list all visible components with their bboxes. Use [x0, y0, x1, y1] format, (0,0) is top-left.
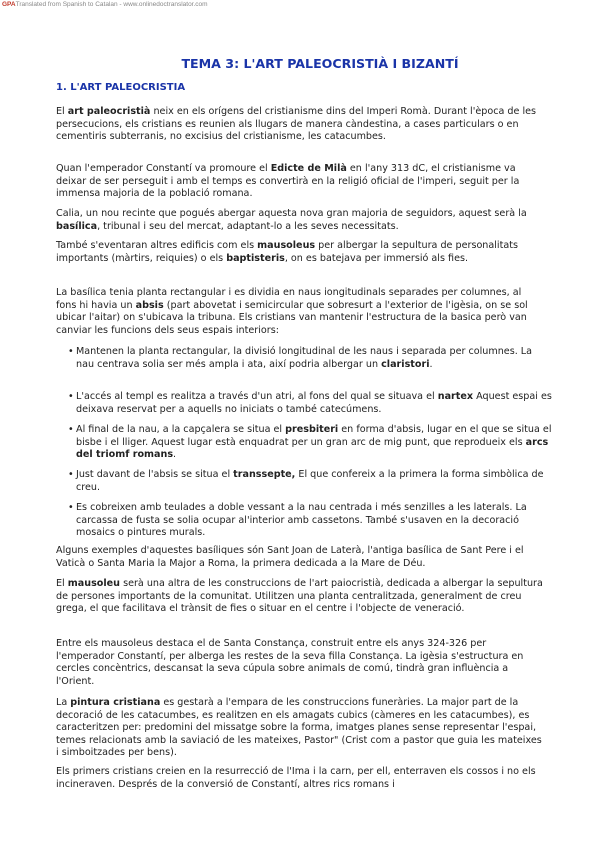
translator-logo: GPA	[2, 1, 16, 8]
paragraph-9: La pintura cristiana es gestarà a l'empara de les construccions funeràries. La major part de la decoració de les catacumbes, es realitzen en els amagats cubics (càmeres en les catacumbes), es caracteritzen per: predomini del missatge sobre la forma, imatges planes sense representar l'espai, temes relacionats amb la saviació de les mateixes, Pastor" (Crist com a pastor que guia les mateixes i simboitzades per bens).	[56, 697, 542, 759]
section-heading: 1. L'ART PALEOCRISTIA	[56, 82, 186, 93]
paragraph-10: Els primers cristians creien en la resurrecció de l'Ima i la carn, per ell, enterraven els cossos i no els incineraven. Després de la conversió de Constantí, altres rics romans i	[56, 766, 536, 790]
list-item-4: • Just davant de l'absis se situa el transsepte, El que confereix a la primera la forma simbòlica de creu.	[68, 469, 544, 493]
list-item-2: • L'accés al templ es realitza a través d'un atri, al fons del qual se situava el nartex Aquest espai es deixava reservat per a aquells no iniciats o també catecúmens.	[68, 391, 552, 415]
page-title: TEMA 3: L'ART PALEOCRISTIÀ I BIZANTÍ	[181, 56, 459, 71]
translation-banner	[2, 1, 208, 8]
list-item-3: • Al final de la nau, a la capçalera se situa el presbiteri en forma d'absis, lugar en el que se situa el bisbe i el lliger. Aquest lugar està enquadrat per un gran arc de mig punt, que reprodueix els arcs del triomf romans.	[68, 424, 552, 461]
banner-text: Translated from Spanish to Catalan - www.onlinedoctranslator.com	[15, 1, 208, 8]
paragraph-6: Alguns exemples d'aquestes basíliques són Sant Joan de Laterà, l'antiga basílica de Sant Pere i el Vaticà o Santa Maria la Major a Roma, la primera dedicada a la Mare de Déu.	[56, 545, 524, 569]
paragraph-8: Entre els mausoleus destaca el de Santa Constança, construit entre els anys 324-326 per l'emperador Constantí, per alberga les restes de la seva filla Constança. La igèsia s'estructura en cercles concèntrics, descansat la seva cúpula sobre animals de comú, tindrà gran influència a l'Orient.	[56, 638, 524, 687]
paragraph-2: Quan l'emperador Constantí va promoure el Edicte de Milà en l'any 313 dC, el cristianisme va deixar de ser perseguit i amb el temps es convertirà en la religió oficial de l'imperi, seguit per la immensa majoria de la població romana.	[56, 163, 520, 200]
paragraph-1: El art paleocristià neix en els orígens del cristianisme dins del Imperi Romà. Durant l'època de les persecucions, els cristians es reunien als llugars de manera càndestina, a cases particulars o en cementiris subterranis, no excisius del cristianisme, les catacumbes.	[56, 106, 537, 143]
list-item-5: • Es cobreixen amb teulades a doble vessant a la nau centrada i més senzilles a les laterals. La carcassa de fusta se solia ocupar al'interior amb cassetons. També s'usaven en la decoració mosaics o pintures murals.	[68, 502, 527, 539]
paragraph-7: El mausoleu serà una altra de les construccions de l'art paiocristià, dedicada a albergar la sepultura de persones importants de la comunitat. Utilitzen una planta centralitzada, generalment de creu grega, el que facilitava el trànsit de fies o situar en el centre i l'objecte de veneració.	[56, 578, 543, 615]
paragraph-5: La basílica tenia planta rectangular i es dividia en naus iongitudinals separades per columnes, al fons hi havia un absis (part abovetat i semicircular que sobresurt a l'exterior de l'igèsia, on se sol ubicar l'aitar) on s'ubicava la tribuna. Els cristians van mantenir l'estructura de la basica però van canviar les funcions dels seus espais interiors:	[56, 287, 528, 336]
paragraph-3: Calia, un nou recinte que pogués abergar aquesta nova gran majoria de seguidors, aquest serà la basílica, tribunal i seu del mercat, adaptant-lo a les seves necessitats.	[56, 208, 527, 232]
list-item-1: • Mantenen la planta rectangular, la divisió longitudinal de les naus i separada per columnes. La nau centrava solia ser més ampla i ata, així podria albergar un claristori.	[68, 346, 533, 370]
paragraph-4: També s'eventaran altres edificis com els mausoleus per albergar la sepultura de personalitats importants (màrtirs, reiquies) o els baptisteris, on es batejava per immersió als fies.	[56, 240, 519, 264]
